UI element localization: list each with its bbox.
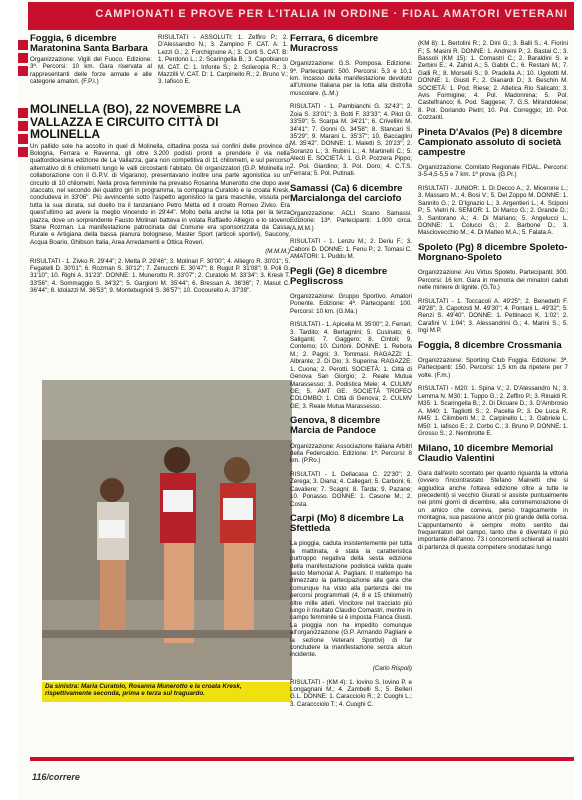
c2-0-text: Organizzazione: G.S. Pomposa. Edizione: 9ª. Partecipanti: 500. Percorsi: 5,3 e 10,1 km. Incasso della manifestazione devoluto all'Unione Italiana per la lotta alla distrofia muscolare. (L.M.) [290,60,412,97]
c2-4-risultati: RISULTATI - (KM 4): 1. Iovino S. Iovino P. e Longagnani M.; 4. Zambelli S.; 5. Belleri G.L. DONNE: 1. Caracciolo R.; 2. Cuoghi L.; 3. Caraccciolo T.; 4. Cuoghi C. [290,678,412,708]
c3-3-title: Foggia, 8 dicembre Crossmania [418,339,562,351]
runners-illustration [42,380,292,680]
c2-2-text: Organizzazione: Gruppo Sportivo. Amatori Ponente. Edizione: 4ª. Partecipanti: 100. Percorsi: 10 km. (G.Ma.) [290,292,412,315]
foggia-text: Organizzazione: Vigili del Fuoco. Edizione: 3ª. Percorsi: 10 km. Gara riservata al rappresentanti delle forze armate e alle categorie amatori. (F.P.I.) [30,56,152,86]
c2-4-signature: (Carlo Rispoli) [372,665,412,672]
molinella-text: Un pallido sole ha accolto in quel di Molinella, cittadina posta sui confini delle province di Bologna, Ferrara e Ravenna, gli oltre 3.200 podisti pronti a prendere il via nella quattordicesima edizione de La Vallazza, gara non competitiva di 11 chilometri, e sul percorso alternativo di 6 chilometri lungo le valli circostanti l'abitato. Gli organizzatori (G.P. Molinella in collaborazione con il G.P.V. di Vigarano), presentavano inoltre una parte agonistica su un circuito di 10 chilometri. Nella prova femminile ha prevalso Rosanna Munerotto che dopo aver staccato, nel secondo dei quattro giri in programma, la compagna Curatolo e la croata Kresk, concludeva in 33'06". Più avvincente sotto l'aspetto agonistico la gara maschile, vissuta per tutta la sua durata, sul duello tra il tanzaniano Petro Metta ed il croato Romeo Zivko. Era quest'ultimo ad avere la meglio vincendo in 29'44". Molto bella anche la lotta per la terza piazza, dove un sorprendente Fausto Molinari batteva in volata Raffaello Alliegro e lo sloveno Stane Rozman. La manifestazione patrocinata dal Comune era sponsorizzata da Cassa Rurale e Artigiana della bassa pianura bolognese, Master Sport (articoli sportivi), Saucony, Acqua Boario, Ghibson Italia, Area Arredamenti e Ottica Roveri. [30,142,290,246]
red-squares-decoration [18,40,30,80]
c3-3-risultati: RISULTATI - M20: 1. Spina V.; 2. D'Alessandro N.; 3. Lemma N. M30: 1. Tuppo G.; 2. Zeffiro P.; 3. Rinaldi R. M35: 1. Scaringella B.; 2. Di Dicuare D.; 3. D'Ambrosio A. M40: 1. Tagliotti S.; 2. Pacella P.; 3. De Luca R. M45: 1. Cilimberti M.; 2. Carpinello L.; 3. Gabriele L. M50: 1. Iafisco E.; 2. Corbo C.; 3. Bruno P. DONNE: 1. Grosso S.; 2. Nembrotte E. [418,385,568,437]
c2-1-risultati: RISULTATI - 1. Lenzu M.; 2. Deriu F.; 3. Caboni D. DONNE: 1. Fenu P.; 2. Tomasi C. AMATORI: 1. Puddu M. [290,238,412,261]
c3-3-text: Organizzazione: Sporting Club Foggia. Edizione: 3ª. Partecipanti: 150. Percorsi: 1,5 km da ripetere per 7 volte. (F.m.) [418,357,568,379]
column-3 [418,34,568,750]
c2-0-title: Ferrara, 6 dicembre Muracross [290,34,379,54]
c3-2-text: Organizzazione: Aru Virtus Spoleto. Partecipanti: 300. Percorsi: 16 km. Gara in memoria dei minatori caduti nelle miniere di lignite. (G.To.) [418,269,568,292]
column-2 [290,34,412,750]
bottom-rule [30,757,574,761]
c2-0-risultati: RISULTATI - 1. Pambianchi G. 32'43"; 2. Zoia S. 33'01"; 3. Botti F. 33'33"; 4. Pilot G. 33'59"; 5. Scarpa M. 34'21"; 6. Crivellini M. 34'41"; 7. Gonni G. 34'58"; 8. Stancari S. 35'29"; 9. Marani L. 35'37"; 10. Baccaglini M. 35'42". DONNE: 1. Maletti S. 20'23"; 2. Soranzo L.; 3. Rubini L.; 4. Martinelli C.; 5. Alecti E. SOCIETÀ: 1. G.P. Pozzera Pippo; 2. Pol. Giardino; 3. Pol. Doro; 4. C.T.S. Ferrara; 5. Pol. Putinati. [290,103,412,178]
c2-1-text: Organizzazione: ACLI Scano Samassi. Edizione: 13ª. Partecipanti: 1.000 circa. (A.M.M.) [290,209,412,232]
c2-3-risultati: RISULTATI - 1. Dellacasa C. 22'30"; 2. Zerega; 3. Diana; 4. Callegari; 5. Carboni; 6. Cavaliere; 7. Scagni; 8. Tarda; 9. Pazane; 10. Ponasso. DONNE: 1. Casone M.; 2. Costa. [290,470,412,508]
c2-2-title: Pegli (Ge) 8 dicembre Pegliscross [290,265,388,287]
molinella-title: MOLINELLA (BO), 22 NOVEMBRE LA VALLAZZA E CIRCUITO CITTÀ DI MOLINELLA [30,103,241,141]
c3-2-risultati: RISULTATI - 1. Toccacoli A. 49'25"; 2. Benedetti F. 49'28"; 3. Capotosti M. 49'30"; 4. Pontani L. 49'32"; 5. Renzi S. 49'40". DONNE: 1. Pettinacci K. 1:02'; 2. Carafini V. 1:04'; 3. Alessandrini G.; 4. Marini S.; 5. Ingi M.P. [418,297,568,335]
foggia-article [30,34,152,102]
c3-0-text: (KM 8): 1. Bertolini R.; 2. Dini G.; 3. Balli S.; 4. Fiorini F.; 5. Masini R. DONNE: 1. Andreini P.; 2. Bastai C.; 3. Bassoli (KM 15): 1. Comastri C.; 2. Baraldini S. e Zerbini E.; 4. Zahid A.; 5. Gabbi C.; 6. Restani M.; 7. Galli R.; 8. Morselli S.; 9. Pradella A.; 10. Ugolotti M. DONNE: 1. Giusti F.; 2. Gianardi D.; 3. Beschin M. SOCIETÀ: 1. Pod. Riese; 2. Atletica Rio Salicato; 3. Avis Formigine; 4. Pol. Madonnina; 5. Pol. Castelfranco; 6. Pod. Saggese; 7. G.S. Mirandolese; 8. Pol. Doriando Pietri; 10. Pol. Correggio; 10. Pol. Cozzanti. [418,40,568,122]
c3-1-text: Organizzazione: Comitato Regionale FIDAL. Percorsi: 3-5-4,5-5,5 e 7 km. 1ª prova. (G.Pr.) [418,164,568,179]
photo-caption: Da sinistra: Maria Curatolo, Rosanna Munerotto e la croata Kresk, rispettivamente seconda, prima e terza sul traguardo. [42,682,292,702]
header-title: CAMPIONATI E PROVE PER L'ITALIA IN ORDINE · FIDAL AMATORI VETERANI [95,8,568,20]
c2-3-text: Organizzazione: Associazione Italiana Arbitri della Federcalcio. Edizione: 1ª. Percorsi: 8 km. (P.Ro.) [290,442,412,465]
molinella-signature: (M.M.M.) [265,248,290,256]
c3-1-title: Pineta D'Avalos (Pe) 8 dicembre Campionato assoluto di società campestre [418,126,563,158]
foggia-title: Foggia, 6 dicembre Maratonina Santa Barbara [30,34,148,54]
c2-3-title: Genova, 8 dicembre Marcia de Pandoce [290,415,381,437]
c3-2-title: Spoleto (Pg) 8 dicembre Spoleto-Morgnano-Spoleto [418,242,568,264]
c2-2-risultati: RISULTATI - 1. Apicella M. 35'00"; 2. Ferrari; 3. Tardito; 4. Bertagnini; 5. Cusinato; 6. Saliganti; 7. Gaggero; 8. Cintoli; 9. Contemo; 10. Curtoni. DONNE: 1. Rebora M.; 2. Pagni; 3. Tommasi. RAGAZZI: 1. Albrante; 2. Di Dio; 3. Superina. RAGAZZE: 1. Cuona; 2. Perotti. SOCIETÀ: 1. Città di Genova San Giorgio; 2. Reale Mutua Marassesso; 3. Podistica Mele; 4. CULMV GE; 5. AMT GE. SOCIETÀ TROFEO COLOMBO: 1. Città di Genova; 2. CULMV GE; 3. Reale Mutua Marassesso. [290,321,412,410]
molinella-article [30,103,290,373]
c3-4-title: Milano, 10 dicembre Memorial Claudio Valentini [418,442,554,464]
c2-4-title: Carpi (Mo) 8 dicembre La Sfettleda [290,513,404,535]
foggia-risultati: RISULTATI - ASSOLUTI: 1. Zeffiro P.; 2. D'Alessandro N.; 3. Zampino F. CAT. A: 1. Lezzi G.; 2. Forchignone A.; 3. Corti S. CAT. B: 1. Perdono L.; 2. Scaringella B.; 3. Capobianco M. CAT. C: 1. Infonte S.; 2. Scileropia R.; 3. Mazzilli V. CAT. D: 1. Carpinello R.; 2. Bruno V.; 3. Iafisco E. [158,34,288,86]
race-photo [42,380,292,680]
c3-4-text: Gara dall'esito scontato per quanto riguarda la vittoria (ovvero l'incontrastato Stefano Mainetti che si aggiudica anche l'ottava edizione oltre a tutte le precedenti) si vecchio Giurati si assiste puntualmente nei primi giorni di dicembre, alla commemorazione di un amico che correva, perso tragicamente in montagna, sua passione ancor più grande della corsa. L'appuntamento è sempre molto sentito dai frequentatori del campo, tanto che è diventato il più importante dell'anno. 73 i concorrenti schierati ai nastri di partenza di questa competere snodatasi lungo [418,469,568,551]
page-footer: 116/correre [32,772,80,782]
red-squares-decoration-2 [18,108,30,168]
c2-1-title: Samassi (Ca) 6 dicembre Marcialonga del carciofo [290,182,403,204]
c2-4-text: La pioggia, caduta insistentemente per tutta la mattinata, è stata la caratteristica purtroppo negativa della sesta edizione della manifestazione podistica valida quale sesto Memorial A. Pagliani. Il maltempo ha dimezzato la partecipazione alla gara che comunque ha visto alla partenza dei tre percorsi programmati (4, 8 e 15 chilometri) oltre mille atleti. Vincitore nel tracciato più lungo il risultato Claudio Comastri, mentre in campo femminile si è imposta Franca Giusti. La pioggia non ha impedito comunque all'organizzazione (G.P. Armando Pagliani e la sezione Veterani Sportivi) di far concludere la manifestazione senza alcun incidente. [290,540,412,659]
c3-1-risultati: RISULTATI - JUNIOR: 1. Di Decco A.; 2. Micerone L.; 3. Massaro M.; 4. Bosi V.; 5. Del Zoppo M. DONNE: 1. Sannito G.; 2. D'Ignazio L.; 3. Argentieri L.; 4. Sciponi P.; 5. Vietri N. SENIOR: 1. Di Marco G.; 2. Grande D.; 3. Santorano A.; 4. Di Mariano; 5. Angelucci L. DONNE: 1. Colucci G.; 2. Barbone D.; 3. Masciovecchio M.; 4. Di Matteo M.A.; 5. Falata A. [418,185,568,237]
header-band [28,2,574,30]
foggia-results [158,34,288,102]
molinella-risultati: RISULTATI - 1. Zivko R. 29'44"; 2. Metta P. 29'46"; 3. Molinari F. 30'00"; 4. Alliegro R. 30'01"; 5. Fegatelli D. 30'01"; 6. Rozman S. 30'12"; 7. Zenucchi E. 30'47"; 8. Rugut P. 31'08"; 9. Poli G. 31'10"; 10. Righi A. 31'23". DONNE: 1. Munerotto R. 33'07"; 2. Curatolo M. 33'34"; 3. Kresk T. 33'56"; 4. Sommaggio S. 34'32"; 5. Gargioni M. 35'44"; 6. Bressan A. 36'36"; 7. Masut C. 36'44"; 8. Idolazzi M. 36'53"; 9. Montebugnoli S. 36'57"; 10. Cocourello A. 37'39". [30,257,290,295]
magazine-page [18,0,574,800]
